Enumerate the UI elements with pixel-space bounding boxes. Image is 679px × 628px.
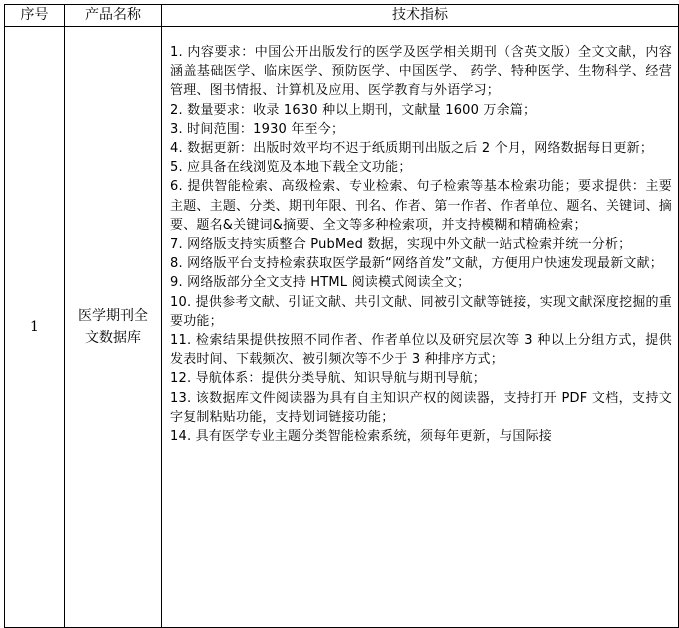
spec-item-10: 10. 提供参考文献、引证文献、共引文献、同被引文献等链接，实现文献深度挖掘的重要功能； bbox=[170, 294, 672, 329]
spec-item-9: 9. 网络版部分全文支持 HTML 阅读模式阅读全文； bbox=[170, 275, 471, 291]
spec-item-11: 11. 检索结果提供按照不同作者、作者单位以及研究层次等 3 种以上分组方式，提供发表时间、下载频次、被引频次等不少于 3 种排序方式； bbox=[170, 333, 672, 368]
spec-item-1: 1. 内容要求：中国公开出版发行的医学及医学相关期刊（含英文版）全文文献，内容涵盖基础医学、临床医学、预防医学、中国医学、 药学、特种医学、生物科学、经营管理、图书情报、计算机及应用、医学教育与外语学习； bbox=[170, 45, 672, 99]
spec-table bbox=[4, 4, 679, 628]
spec-item-4: 4. 数据更新：出版时效平均不迟于纸质期刊出版之后 2 个月，网络数据每日更新； bbox=[170, 141, 654, 157]
tech-spec-cell bbox=[162, 27, 679, 628]
header-row bbox=[5, 5, 679, 27]
tech-spec-list bbox=[170, 43, 672, 446]
spec-item-7: 7. 网络版支持实质整合 PubMed 数据，实现中外文献一站式检索并统一分析； bbox=[170, 237, 632, 253]
product-name: 医学期刊全文数据库 bbox=[65, 27, 162, 628]
row-number: 1 bbox=[5, 27, 65, 628]
spec-item-13: 13. 该数据库文件阅读器为具有自主知识产权的阅读器，支持打开 PDF 文档，支持文字复制粘贴功能，支持划词链接功能； bbox=[170, 390, 672, 425]
spec-item-14: 14. 具有医学专业主题分类智能检索系统，须每年更新，与国际接 bbox=[170, 429, 553, 445]
spec-item-3: 3. 时间范围：1930 年至今； bbox=[170, 121, 345, 137]
spec-item-12: 12. 导航体系：提供分类导航、知识导航与期刊导航； bbox=[170, 371, 487, 387]
tech-spec-content bbox=[162, 27, 678, 610]
spec-item-6: 6. 提供智能检索、高级检索、专业检索、句子检索等基本检索功能；要求提供：主要主题、主题、分类、期刊年限、刊名、作者、第一作者、作者单位、题名、关键词、摘要、题名&关键词&摘要、全文等多种检索项，并支持模糊和精确检索； bbox=[170, 179, 672, 233]
spec-item-2: 2. 数量要求：收录 1630 种以上期刊，文献量 1600 万余篇； bbox=[170, 102, 537, 118]
table-row bbox=[5, 27, 679, 628]
spec-item-5: 5. 应具备在线浏览及本地下载全文功能； bbox=[170, 160, 412, 176]
header-tech-spec: 技术指标 bbox=[162, 5, 679, 27]
spec-item-8: 8. 网络版平台支持检索获取医学最新“网络首发”文献，方便用户快速发现最新文献； bbox=[170, 256, 664, 272]
header-product-name: 产品名称 bbox=[65, 5, 162, 27]
header-no: 序号 bbox=[5, 5, 65, 27]
